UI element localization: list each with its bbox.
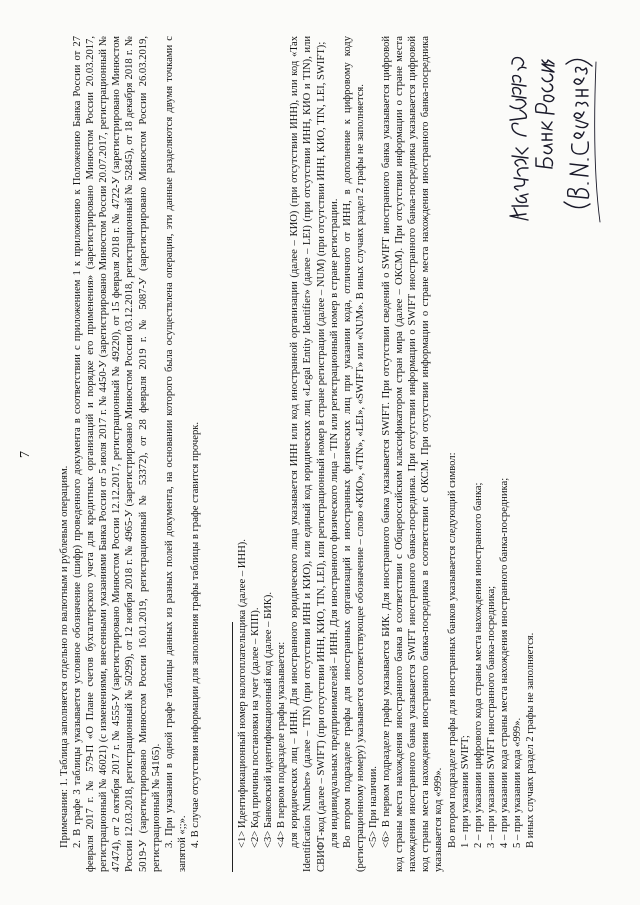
footnote-6-second-subsection: Во втором подразделе графы для иностранных банков указывается следующий символ: — [446, 452, 458, 848]
footnote-4: <4> В первом подразделе графы указывается: — [276, 641, 288, 848]
handwritten-signature — [500, 48, 610, 228]
rotated-content — [0, 18, 640, 888]
note-2: 2. В графе 3 таблицы указывается условное обозначение (шифр) проведенного документа в соответствии с приложением 1 к приложению к Положению Банка России от 27 февраля 2017 г. № 579-П «О Плане счетов бухгалтерского учета для кредитных организаций и порядке его применения» (зарегистрировано Минюстом России 20.03.2017, регистрационный № 46021) (с изменениями, внесенными указаниями Банка России от 5 июля 2017 г. № 4450-У (зарегистрировано Минюстом России 20.07.2017, регистрационный № 47474), от 2 октября 2017 г. № 4555-У (зарегистрировано Минюстом России 12.12.2017, регистрационный № 49220), от 15 февраля 2018 г. № 4722-У (зарегистрировано Минюстом России 12.03.2018, регистрационный № 50299), от 12 ноября 2018 г. № 4965-У (зарегистрировано Минюстом России 03.12.2018, регистрационный № 52845), от 18 декабря 2018 г. № 5019-У (зарегистрировано Минюстом России 16.01.2019, регистрационный № 53372), от 28 февраля 2019 г. № 5087-У (зарегистрировано Минюстом России 26.03.2019, регистрационный № 54165). — [72, 36, 162, 872]
footnotes-section — [236, 36, 537, 872]
footnote-1: <1> Идентификационный номер налогоплательщика (далее – ИНН). — [237, 539, 248, 848]
footnote-closing: В иных случаях раздел 2 графы не заполняется. — [525, 632, 537, 848]
symbol-list-item: 1 – при указании SWIFT; — [459, 735, 471, 848]
note-4: 4. В случае отсутствия информации для заполнения графы таблицы в графе ставится прочерк. — [189, 421, 201, 848]
footnote-4-second-subsection: Во втором подразделе графы для иностранных организаций и иностранных физических лиц при указании кода, отличного от ИНН, в дополнение к цифровому коду (регистрационному номеру) указывается соответствующее обозначение – слово «КИО», «TIN», «LEI», «SWIFT» или «NUM». В иных случаях раздел 2 графы не заполняется. — [341, 36, 366, 872]
symbol-list-item: 5 – при указании кода «999». — [511, 717, 523, 848]
footnote-3: <3> Банковский идентификационный код (далее – БИК). — [263, 591, 275, 848]
page-number: 7 — [18, 451, 33, 458]
symbol-list-item: 2 – при указании цифрового кода страны места нахождения иностранного банка; — [472, 482, 484, 848]
note-3: 3. При указании в одной графе таблицы данных из разных полей документа, на основании которого была осуществлена операция, эти данные разделяются двумя точками с запятой «;;». — [163, 36, 188, 872]
footnote-divider — [232, 622, 233, 872]
symbol-list-item: 4 – при указании кода страны места нахождения иностранного банка-посредника; — [498, 477, 510, 848]
footnote-5: <5> При наличии. — [367, 766, 379, 848]
notes-section — [58, 36, 202, 872]
footnote-4-legal-entities: для юридических лиц – ИНН. Для иностранного юридического лица указывается ИНН или код иностранной организации (далее – КИО) (при отсутствии ИНН), или код «Tax Identification Number» (далее – TIN) (при отсутствии ИНН и КИО), или единый код юридических лиц «Legal Entity Identifier» (далее – LEI) (при отсутствии ИНН, КИО и TIN), или СВИФТ-код (далее – SWIFT) (при отсутствии ИНН, КИО, TIN, LEI), или регистрационный номер в стране регистрации (далее – NUM) (при отсутствии ИНН, КИО, TIN, LEI, SWIFT); — [289, 36, 327, 872]
signature-image — [500, 48, 610, 228]
footnote-4-entrepreneurs: для индивидуальных предпринимателей – ИНН. Для иностранного физического лица – TIN или регистрационный номер в стране регистрации. — [328, 198, 340, 848]
symbol-list-item: 3 – при указании SWIFT иностранного банка-посредника; — [485, 585, 497, 848]
footnote-2: <2> Код причины постановки на учет (далее – КПП). — [250, 607, 262, 848]
notes-heading: Примечания: 1. Таблица заполняется отдельно по валютным и рублевым операциям. — [59, 465, 70, 848]
footnote-6: <6> В первом подразделе графы указывается БИК. Для иностранного банка указывается SWIFT. При отсутствии сведений о SWIFT иностранного банка указывается цифровой код страны места нахождения иностранного банка в соответствии с Общероссийским классификатором стран мира (далее – ОКСМ). При отсутствии информации о стране места нахождения иностранного банка указывается SWIFT иностранного банка-посредника. При отсутствии информации о SWIFT иностранного банка-посредника указывается цифровой код страны места нахождения иностранного банка-посредника в соответствии с ОКСМ. При отсутствии информации о стране места нахождения иностранного банка-посредника указывается код «999». — [381, 36, 445, 872]
